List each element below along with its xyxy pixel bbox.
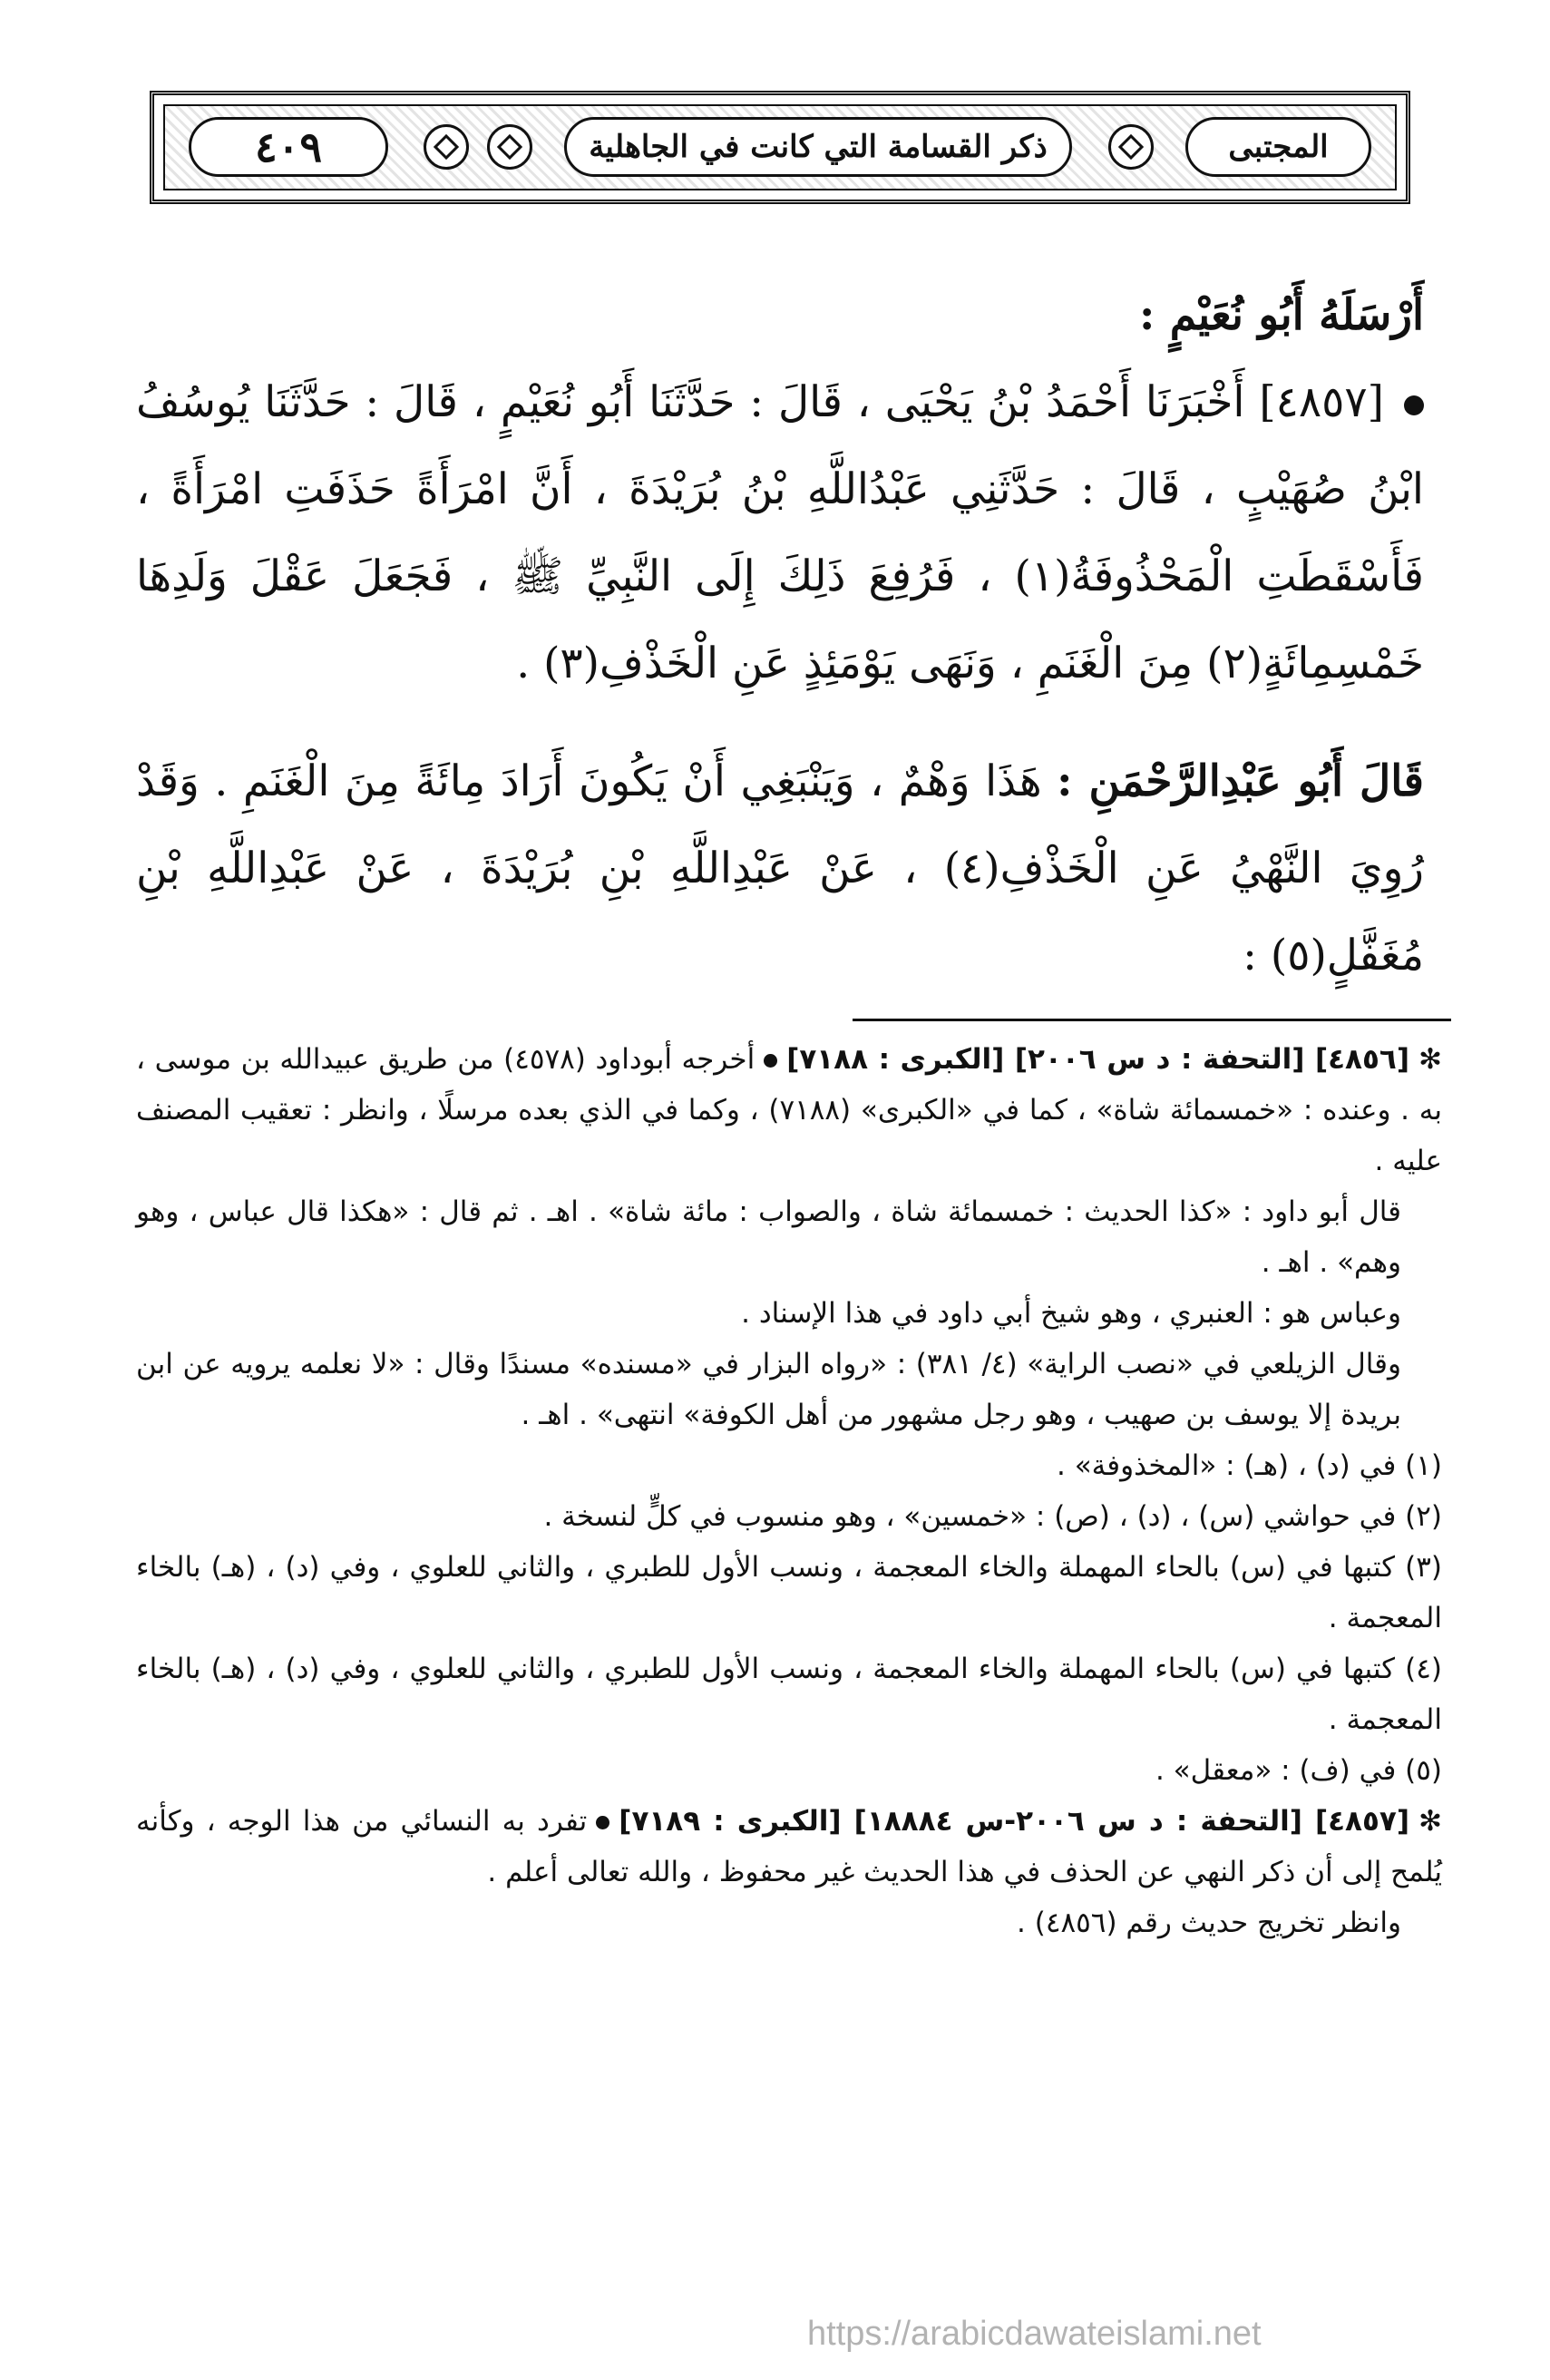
ornamental-header [150,91,1410,204]
dot-icon [764,1054,777,1068]
footnotes [136,1034,1442,1948]
author-text: هَذَا وَهْمٌ ، وَيَنْبَغِي أَنْ يَكُونَ أَرَادَ مِائَةً مِنَ الْغَنَمِ . وَقَدْ رُوِيَ النَّهْيُ عَنِ الْخَذْفِ(٤) ، عَنْ عَبْدِاللَّهِ بْنِ بُرَيْدَةَ ، عَنْ عَبْدِاللَّهِ بْنِ مُغَفَّلٍ(٥) : [136,756,1424,980]
note-text: تفرد به النسائي من هذا الوجه ، وكأنه يُلمح إلى أن ذكر النهي عن الحذف في هذا الحديث غير محفوظ ، والله تعالى أعلم . [136,1805,1442,1888]
knot-ornament-icon [487,124,532,170]
asterisk-icon: ✻ [1418,1043,1442,1076]
running-title: ذكر القسامة التي كانت في الجاهلية [564,117,1072,177]
note-line: قال أبو داود : «كذا الحديث : خمسمائة شاة ، والصواب : مائة شاة» . اهـ . ثم قال : «هكذا قال عباس ، وهو وهم» . اهـ . [136,1195,1401,1279]
bullet-icon [1404,395,1424,415]
footnote-1: (١) في (د) ، (هـ) : «المخذوفة» . [1056,1449,1442,1482]
footnote-5: (٥) في (ف) : «معقل» . [1155,1754,1442,1787]
note-text: أخرجه أبوداود (٤٥٧٨) من طريق عبيدالله بن موسى ، به . وعنده : «خمسمائة شاة» ، كما في «الكبرى» (٧١٨٨) ، وكما في الذي بعده مرسلًا ، وانظر : تعقيب المصنف عليه . [136,1043,1442,1177]
note-ref: [٤٨٥٧] [التحفة : د س ٢٠٠٦-س ١٨٨٨٤] [الكبرى : ٧١٨٩] [619,1805,1409,1838]
knot-ornament-icon [1108,124,1154,170]
page-number: ٤٠٩ [189,117,388,177]
footnote-divider [853,1019,1451,1021]
note-line: وقال الزيلعي في «نصب الراية» (٤/ ٣٨١) : «رواه البزار في «مسنده» مسندًا وقال : «لا نعلمه يرويه عن ابن بريدة إلا يوسف بن صهيب ، وهو رجل مشهور من أهل الكوفة» انتهى» . اهـ . [136,1348,1401,1431]
author-comment [136,738,1424,1000]
footnote-3: (٣) كتبها في (س) بالحاء المهملة والخاء المعجمة ، ونسب الأول للطبري ، والثاني للعلوي ، وفي (د) ، (هـ) بالخاء المعجمة . [136,1551,1442,1634]
hadith-text: [٤٨٥٧] أَخْبَرَنَا أَحْمَدُ بْنُ يَحْيَى ، قَالَ : حَدَّثَنَا أَبُو نُعَيْمٍ ، قَالَ : حَدَّثَنَا يُوسُفُ ابْنُ صُهَيْبٍ ، قَالَ : حَدَّثَنِي عَبْدُاللَّهِ بْنُ بُرَيْدَةَ ، أَنَّ امْرَأَةً حَذَفَتِ امْرَأَةً ، فَأَسْقَطَتِ الْمَحْذُوفَةُ(١) ، فَرُفِعَ ذَلِكَ إِلَى النَّبِيِّ ﷺ ، فَجَعَلَ عَقْلَ وَلَدِهَا خَمْسِمِائَةٍ(٢) مِنَ الْغَنَمِ ، وَنَهَى يَوْمَئِذٍ عَنِ الْخَذْفِ(٣) . [136,377,1424,688]
note-4856-header [136,1034,1442,1186]
footnote-4: (٤) كتبها في (س) بالحاء المهملة والخاء المعجمة ، ونسب الأول للطبري ، والثاني للعلوي ، وفي (د) ، (هـ) بالخاء المعجمة . [136,1653,1442,1736]
knot-ornament-icon [424,124,469,170]
header-pattern [163,104,1397,190]
asterisk-icon: ✻ [1418,1805,1442,1838]
note-ref: [٤٨٥٦] [التحفة : د س ٢٠٠٦] [الكبرى : ٧١٨٨] [786,1043,1409,1076]
author-label: قَالَ أَبُو عَبْدِالرَّحْمَنِ : [1057,756,1424,806]
note-4857-header [136,1796,1442,1897]
main-text [136,272,1424,1000]
dot-icon [596,1816,609,1829]
hadith-4857 [136,359,1424,707]
transition-line: أَرْسَلَهُ أَبُو نُعَيْمٍ : [1139,290,1424,340]
footnote-2: (٢) في حواشي (س) ، (د) ، (ص) : «خمسين» ، وهو منسوب في كلٍّ لنسخة . [543,1500,1442,1533]
note-line: وعباس هو : العنبري ، وهو شيخ أبي داود في هذا الإسناد . [741,1297,1401,1330]
note-line: وانظر تخريج حديث رقم (٤٨٥٦) . [1017,1907,1401,1939]
book-title-mark: المجتبى [1185,117,1371,177]
watermark-url: https://arabicdawateislami.net [807,2315,1262,2353]
